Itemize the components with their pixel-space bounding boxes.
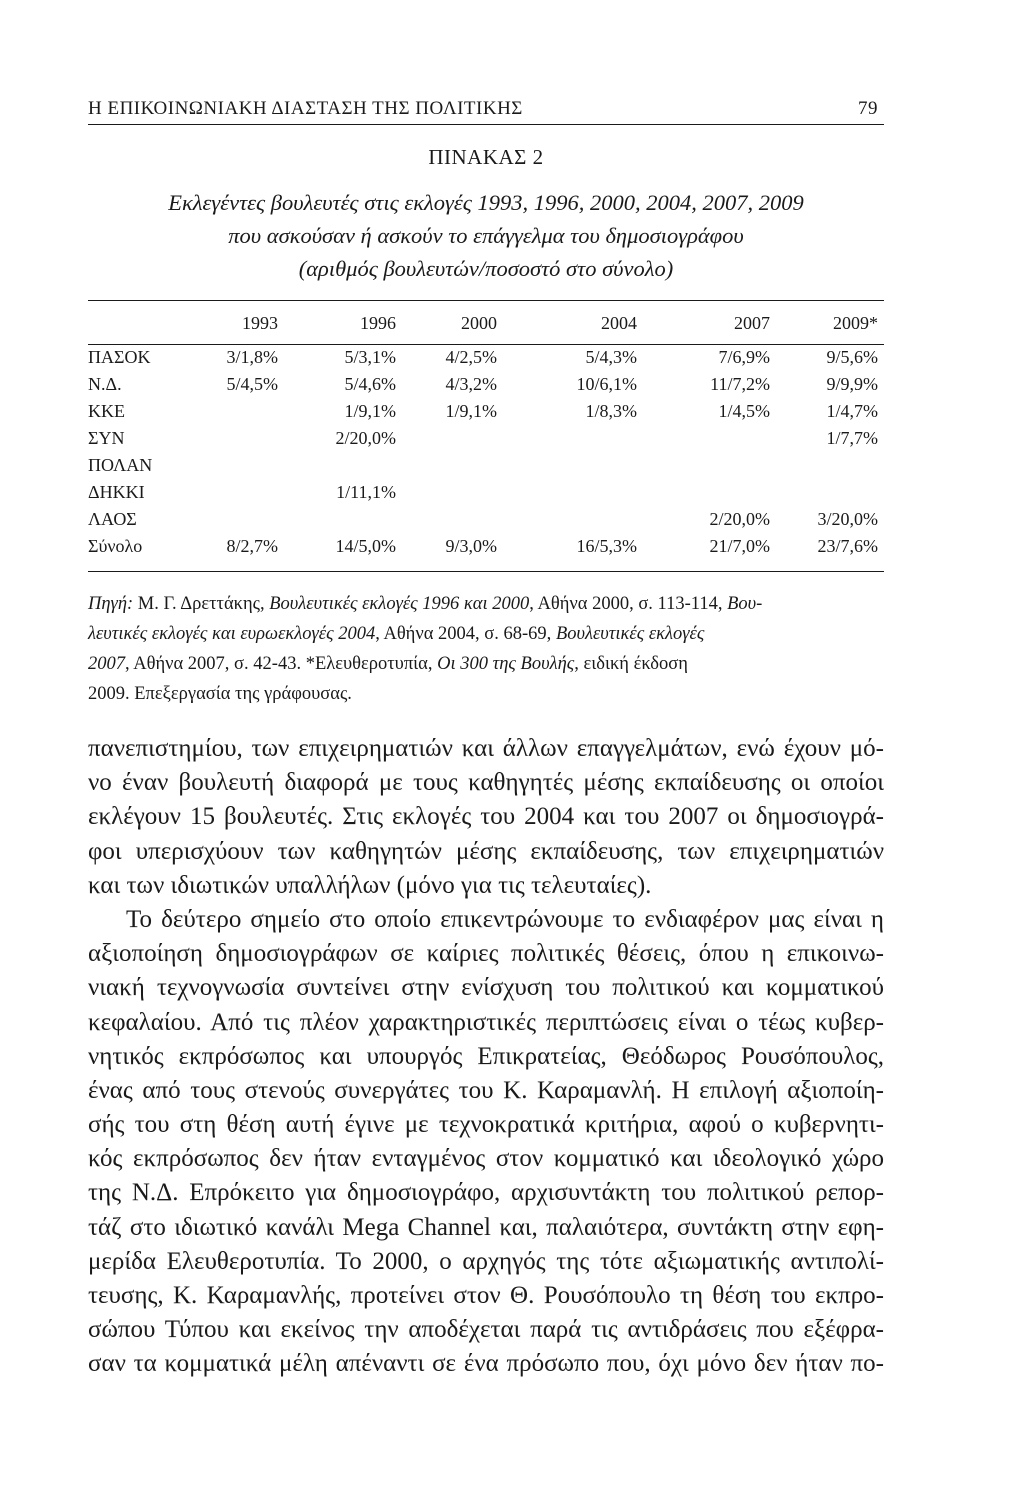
running-head [88,94,884,125]
column-header: 2000 [461,313,497,333]
table-bottom-rule [88,571,884,572]
table-cell: 2/20,0% [335,428,396,448]
table-cell: 14/5,0% [335,536,396,556]
text-line: σής του στη θέση αυτή έγινε με τεχνοκρατικά κριτήρια, αφού ο κυβερνητι- [88,1111,884,1139]
party-label: ΛΑΟΣ [88,509,137,529]
column-header: 2007 [734,313,770,333]
data-table [88,305,884,561]
source-text: , Αθήνα 2000, σ. 113-114, [529,594,728,614]
table-cell: 16/5,3% [576,536,637,556]
source-text: 2009. Επεξεργασία της γράφουσας. [88,684,352,704]
text-line: κός εκπρόσωπος δεν ήταν ενταγμένος στον κομματικό και ιδεολογικό χώρο [88,1145,884,1173]
table-cell: 1/9,1% [344,401,396,421]
source-text: , ειδική έκδοση [574,654,688,674]
column-header: 2009* [833,313,878,333]
party-label: ΠΑΣΟΚ [88,347,151,367]
table-cell: 2/20,0% [709,509,770,529]
table-cell: 9/3,0% [445,536,497,556]
source-line [88,589,884,619]
table-header-row [88,305,884,345]
text-line: τάζ στο ιδιωτικό κανάλι Mega Channel και, παλαιότερα, συντάκτη στην εφη- [88,1213,884,1241]
text-line: σώπου Τύπου και εκείνος την αποδέχεται παρά τις αντιδράσεις που εξέφρα- [88,1316,884,1344]
text-line: αξιοποίηση δημοσιογράφων σε καίριες πολιτικές θέσεις, όπου η επικοινω- [88,940,884,968]
paragraph [88,732,884,903]
column-header: 1996 [360,313,396,333]
table-cell: 7/6,9% [718,347,770,367]
party-label: Ν.Δ. [88,374,122,394]
table-row [88,345,884,372]
source-text: , Αθήνα 2007, σ. 42-43. *Ελευθεροτυπία, [125,654,438,674]
party-label: ΚΚΕ [88,401,125,421]
text-line: πανεπιστημίου, των επιχειρηματιών και άλλων επαγγελμάτων, ενώ έχουν μό- [88,735,884,762]
caption-line: Εκλεγέντες βουλευτές στις εκλογές 1993, 1996, 2000, 2004, 2007, 2009 [168,190,804,215]
table-cell: 5/4,6% [344,374,396,394]
table-cell: 1/9,1% [445,401,497,421]
table-source-note [88,589,884,709]
table-cell: 8/2,7% [226,536,278,556]
party-label: ΣΥΝ [88,428,125,448]
source-title: Βουλευτικές εκλογές [555,624,705,644]
text-line: της Ν.Δ. Επρόκειτο για δημοσιογράφο, αρχισυντάκτη του πολιτικού ρεπορ- [88,1179,884,1207]
text-line: νητικός εκπρόσωπος και υπουργός Επικρατείας, Θεόδωρος Ρουσόπουλος, [88,1042,884,1070]
table-cell: 4/2,5% [445,347,497,367]
text-line: φοι υπερισχύουν των καθηγητών μέσης εκπαίδευσης, των επιχειρηματιών [88,837,884,865]
table-total-row [88,534,884,561]
text-line: Το δεύτερο σημείο στο οποίο επικεντρώνουμε το ενδιαφέρον μας είναι η [126,905,884,933]
party-label: ΠΟΛΑΝ [88,455,153,475]
text-line: και των ιδιωτικών υπαλλήλων (μόνο για τις τελευταίες). [88,871,652,899]
source-label: Πηγή: [88,594,134,614]
table-cell: 9/9,9% [826,374,878,394]
table-cell: 4/3,2% [445,374,497,394]
source-title: Οι 300 της Βουλής [437,654,575,674]
table-cell: 1/7,7% [826,428,878,448]
table-row [88,426,884,453]
text-line: νο έναν βουλευτή διαφορά με τους καθηγητές μέσης εκπαίδευσης οι οποίοι [88,769,884,797]
column-header: 1993 [242,313,278,333]
table-cell: 3/1,8% [226,347,278,367]
source-line [88,679,884,709]
body-text [88,732,884,1382]
table-cell: 1/4,5% [718,401,770,421]
table-row [88,372,884,399]
table-cell: 23/7,6% [817,536,878,556]
table-row [88,453,884,480]
party-label: ΔΗΚΚΙ [88,482,145,502]
table-cell: 3/20,0% [817,509,878,529]
caption-line: που ασκούσαν ή ασκούν το επάγγελμα του δημοσιογράφου [228,223,744,248]
text-line: νιακή τεχνογνωσία συντείνει στην ενίσχυση του πολιτικού και κομματικού [88,974,884,1002]
text-line: μερίδα Ελευθεροτυπία. Το 2000, ο αρχηγός της τότε αξιωματικής αντιπολί- [88,1247,884,1275]
table-cell: 21/7,0% [709,536,770,556]
table-cell: 1/11,1% [336,482,396,502]
table-cell: 1/8,3% [585,401,637,421]
source-text: , Αθήνα 2004, σ. 68-69, [375,624,556,644]
table-cell: 1/4,7% [826,401,878,421]
text-line: ένας από τους στενούς συνεργάτες του Κ. Καραμανλή. Η επιλογή αξιοποίη- [88,1076,884,1104]
text-line: σαν τα κομματικά μέλη απέναντι σε ένα πρόσωπο που, όχι μόνο δεν ήταν πο- [88,1350,884,1378]
source-title: Βουλευτικές εκλογές 1996 και 2000 [269,594,530,614]
source-title: λευτικές εκλογές και ευρωεκλογές 2004 [88,624,376,644]
table-heading: ΠΙΝΑΚΑΣ 2 [428,145,544,169]
running-head-title: Η ΕΠΙΚΟΙΝΩΝΙΑΚΗ ΔΙΑΣΤΑΣΗ ΤΗΣ ΠΟΛΙΤΙΚΗΣ [88,98,523,119]
table-row [88,507,884,534]
table-cell: 5/4,5% [226,374,278,394]
source-title: 2007 [88,654,125,674]
table-cell: 9/5,6% [826,347,878,367]
table-cell: 5/3,1% [344,347,396,367]
total-label: Σύνολο [88,536,143,556]
table-row [88,480,884,507]
page-number: 79 [858,98,878,119]
source-line [88,649,884,679]
table-cell: 11/7,2% [710,374,770,394]
paragraph [88,903,884,1382]
column-header: 2004 [601,313,637,333]
source-text: Μ. Γ. Δρεττάκης, [133,594,270,614]
source-title: Βου- [727,594,763,614]
text-line: εκλέγουν 15 βουλευτές. Στις εκλογές του 2004 και του 2007 οι δημοσιογρά- [88,803,884,831]
table-top-rule [88,300,884,301]
table-cell: 10/6,1% [576,374,637,394]
source-line [88,619,884,649]
text-line: τευσης, Κ. Καραμανλής, προτείνει στον Θ. Ρουσόπουλο τη θέση του εκπρο- [88,1282,884,1309]
table-row [88,399,884,426]
caption-line: (αριθμός βουλευτών/ποσοστό στο σύνολο) [298,256,674,281]
table-caption [88,186,884,285]
text-line: κεφαλαίου. Από τις πλέον χαρακτηριστικές περιπτώσεις είναι ο τέως κυβερ- [88,1008,884,1036]
table-cell: 5/4,3% [585,347,637,367]
